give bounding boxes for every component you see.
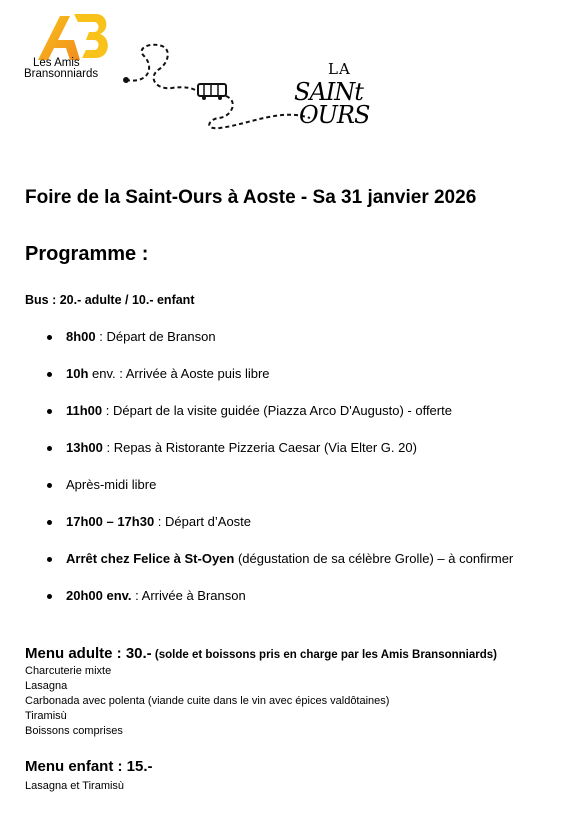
schedule-list	[0, 326, 570, 622]
item-text: : Départ de la visite guidée (Piazza Arco D'Augusto) - offerte	[102, 403, 452, 418]
item-text: : Départ d’Aoste	[154, 514, 252, 529]
logo-line-2: Bransonniards	[24, 68, 99, 80]
item-text: (dégustation de sa célèbre Grolle) – à confirmer	[234, 551, 514, 566]
menu-item: Lasagna	[25, 680, 68, 692]
item-time: 20h00 env.	[66, 588, 132, 603]
list-item	[0, 400, 570, 437]
item-text: : Repas à Ristorante Pizzeria Caesar (Via Elter G. 20)	[102, 440, 417, 455]
list-item	[0, 363, 570, 400]
list-item	[0, 511, 570, 548]
list-item	[0, 548, 570, 585]
menu-enfant-items: Lasagna et Tiramisù	[25, 780, 125, 792]
header	[0, 0, 570, 150]
saint-ours-line-3: OURS	[299, 101, 370, 129]
list-item	[0, 585, 570, 622]
bullet-icon	[47, 335, 52, 340]
bullet-icon	[47, 372, 52, 377]
list-item	[0, 437, 570, 474]
bullet-icon	[47, 594, 52, 599]
item-text: : Départ de Branson	[95, 329, 216, 344]
bus-icon	[198, 84, 226, 100]
list-item	[0, 474, 570, 511]
item-time: 10h	[66, 366, 89, 381]
item-text: env. : Arrivée à Aoste puis libre	[88, 366, 270, 381]
item-time: 8h00	[66, 329, 96, 344]
menu-enfant-title: Menu enfant : 15.-	[25, 758, 153, 775]
menu-adulte-heading	[25, 645, 497, 663]
item-text: : Arrivée à Branson	[131, 588, 246, 603]
menu-adulte-items	[25, 664, 389, 739]
item-time: Arrêt chez Felice à St-Oyen	[66, 551, 235, 566]
bullet-icon	[47, 483, 52, 488]
programme-heading: Programme :	[25, 243, 149, 265]
ab-logo-icon	[34, 10, 114, 62]
item-time: 17h00 – 17h30	[66, 514, 155, 529]
list-item	[0, 326, 570, 363]
bullet-icon	[47, 520, 52, 525]
saint-ours-logo	[294, 58, 374, 138]
item-time: 11h00	[66, 403, 103, 418]
menu-item: Tiramisù	[25, 710, 67, 722]
menu-adulte-note: (solde et boissons pris en charge par les Amis Bransonniards)	[151, 649, 497, 661]
menu-item: Carbonada avec polenta (viande cuite dans le vin avec épices valdôtaines)	[25, 695, 390, 707]
menu-adulte-title: Menu adulte : 30.-	[25, 645, 152, 662]
menu-item: Charcuterie mixte	[25, 665, 112, 677]
saint-ours-line-1: LA	[328, 60, 351, 78]
page-title: Foire de la Saint-Ours à Aoste - Sa 31 janvier 2026	[25, 187, 477, 208]
item-text: Après-midi libre	[66, 477, 157, 492]
bullet-icon	[47, 409, 52, 414]
logo-line-1: Les Amis	[33, 57, 80, 69]
bullet-icon	[47, 446, 52, 451]
item-time: 13h00	[66, 440, 103, 455]
saint-ours-line-2: SAINt	[294, 78, 363, 106]
bus-price: Bus : 20.- adulte / 10.- enfant	[25, 293, 195, 307]
menu-item: Boissons comprises	[25, 725, 123, 737]
bullet-icon	[47, 557, 52, 562]
